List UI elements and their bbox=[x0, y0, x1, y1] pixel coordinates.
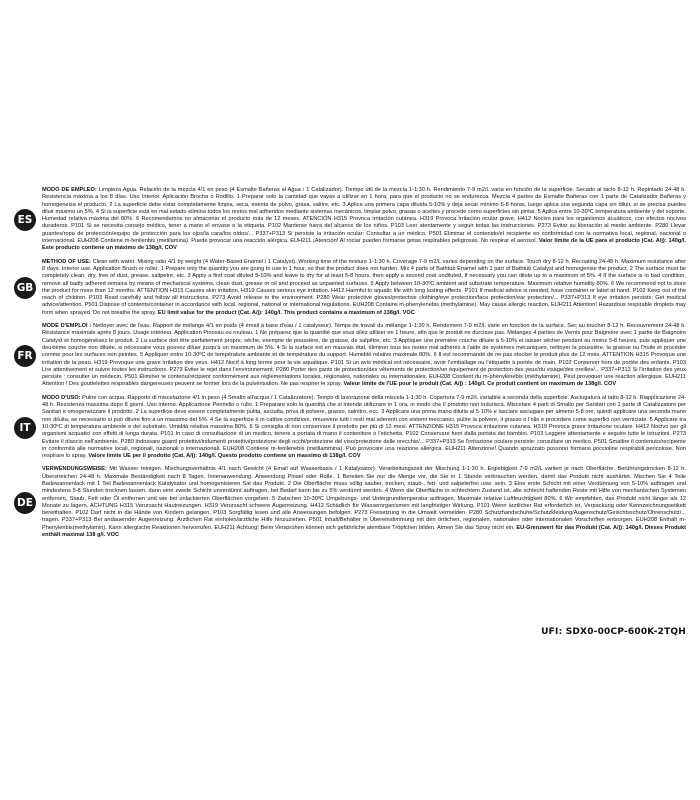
heading-es: MODO DE EMPLEO: bbox=[42, 187, 97, 193]
language-badge-es: ES bbox=[14, 209, 36, 231]
heading-fr: MODE D'EMPLOI : bbox=[42, 323, 92, 330]
section-de bbox=[14, 466, 686, 539]
section-gb bbox=[14, 259, 686, 317]
language-badge-fr: FR bbox=[14, 345, 36, 367]
body-de: Mit Wasser reinigen. Mischungsverhältnis 4/1 nach Gewicht (4 Email auf Wasserbasis / 1 Katalysator). Verarbeitungszeit der Mischung 1-1:30 h. Ergiebigkeit 7-9 m2/L variiert je nach Oberfläche. Berührungstrocken 8-12 h. Überstreichen 24-48 h. Maximale Beständigkeit nach 8 Tagen. Innenanwendung. Anwendung Pinsel oder Rolle. 1 Bereiten Sie nur die Menge vor, die Sie in 1 Stunde verbrauchen werden, damit das Produkt nicht aushärtet. Mischen Sie 4 Teile Badewannenlack mit 1 Teil Badewannenlack Katalysator und homogenisieren Sie das Produkt. 2 Die Oberfläche muss völlig sauber, trocken, staub-, fett- und salpeterfrei usw. sein. 3 Eine erste Schicht mit einer Verdünnung von 5-10% auftragen und mindestens 5-8 Stunden trocknen lassen, dann eine zweite Schicht unverdünnt auftragen, bei Bedarf kann bis zu 5% verdünnt werden. 4 Wenn die Oberfläche in schlechtem Zustand ist, alle schlecht haftenden Reste mit Hilfe von mechanischen Systemen entfernen, Staub, Fett oder Öl entfernen und wie bei unlackierten Oberflächen vorgehen. 5 Zwischen 10-30ºC Umgebungs- und Untergrundtemperatur auftragen. Maximale relative Luftfeuchtigkeit 80%. 6 Wir empfehlen, das Produkt nicht länger als 12 Monate zu lagern. ACHTUNG H315 Verursacht Hautreizungen. H319 Verursacht schwere Augenreizung. H412 Schädlich für Wasserorganismen mit langfristiger Wirkung. P101 Wenn ärztlicher Rat erforderlich ist, Verpackung oder Kennzeichnungsetikett bereithalten. P102 Darf nicht in die Hände von Kindern gelangen. P103 Sorgfältig lesen und alle Anweisungen befolgen. P273 Freisetzung in die Umwelt vermeiden. P280 Schutzhandschuhe/Schutzkleidung/Augenschutz/Gesichtsschutz/Ohrenschutz/... tragen. P337+P313 Bei andauernder Augenreizung: Ärztlichen Rat einholen/ärztliche Hilfe hinzuziehen. P501 Inhalt/Behälter in Übereinstimmung mit den örtlichen, regionalen, nationalen oder internationalen Vorschriften entsorgen. EUH208 Enthält m-Phenylenbis(methylamin). Kann allergische Reaktionen hervorrufen. EUH211 Achtung! Beim Versprühen können sich gefährliche atembare Tröpfchen bilden. Atmen Sie das Spray nicht ein. bbox=[42, 466, 687, 531]
heading-gb: METHOD OF USE: bbox=[42, 258, 91, 265]
heading-de: VERWENDUNGSWEISE: bbox=[42, 466, 107, 473]
language-badge-it: IT bbox=[14, 417, 36, 439]
instructions-de bbox=[42, 466, 686, 539]
body-fr: Nettoyer avec de l'eau. Rapport de mélange 4/1 en poids (4 émail à base d'eau / 1 catalyseur). Temps de travail du mélange 1-1:30 h. Rendement 7-9 m2/L varie en fonction de la surface. Sec au toucher 8-12 h. Recouvrement 24-48 h. Résistance maximale après 8 jours. Usage intérieur. Application Pinceau ou rouleau. 1 Ne préparez que la quantité que vous allez utiliser en 1 heure, afin que le produit ne durcisse pas. Mélangez 4 parties de Vernis pour Baignoire avec 1 partie de Baignoire Catalyst et homogénéisez le produit. 2 La surface doit être parfaitement propre, sèche, exempte de poussière, de graisse, de salpêtre, etc. 3 Appliquer une première couche diluée à 5-10% et laisser sécher pendant au moins 5-8 heures, puis appliquer une deuxième couche non diluée, si nécessaire vous pouvez diluer jusqu'à un maximum de 5%. 4 Si la surface est en mauvais état, éliminer tous les restes mal adhérés à l'aide de systèmes mécaniques, nettoyer la poussière, la graisse ou l'huile et procéder comme pour les surfaces non peintes. 5 Appliquer entre 10-30ºC de température ambiante et de température du support. Humidité relative maximale 80%. 6 Il est recommandé de ne pas stocker le produit plus de 12 mois. ATTENTION H315 Provoque une irritation de la peau. H319 Provoque une grave irritation des yeux. H412 Nocif à long terme pour la vie aquatique. P101 Si un avis médical est nécessaire, avoir l'emballage ou l'étiquette à portée de main. P102 Conserver hors de portée des enfants. P103 Lire attentivement et suivre toutes les instructions. P273 Éviter le rejet dans l'environnement. P280 Porter des gants de protection/des vêtements de protection/un équipement de protection des yeux/du visage/des oreilles/... P337+P313 Si l'irritation des yeux persiste : consulter un médecin. P501 Éliminer le contenu/récipient conformément aux réglementations locales, régionales, nationales ou internationales. EUH208 Contient du m-phénylènebis (méthylamine). Peut provoquer une réaction allergique. EUH211 Attention ! Des gouttelettes respirables dangereuses peuvent se former lors de la pulvérisation. Ne pas respirer le spray. bbox=[42, 323, 686, 388]
label-text-area bbox=[14, 187, 686, 545]
voc-limit-fr: Valeur limite de l'UE pour le produit (Cat. A/j) : 140g/l. Ce produit contient un maximum de 138g/l. COV bbox=[343, 381, 617, 388]
instructions-es bbox=[42, 187, 686, 253]
body-gb: Clean with water. Mixing ratio 4/1 by weight (4 Water-Based Enamel / 1 Catalyst). Working time of the mixture 1-1:30 h. Coverage 7-9 m2/L varies depending on the surface. Touch dry 8-12 h. Recoating 24-48 h. Maximum resistance after 8 days. Interior use. Application Brush or roller. 1 Prepare only the quantity you are going to use in 1 hour, so that the product does not harden. Mix 4 parts of Bathtub Enamel with 1 part of Bathtub Catalyst and homogenise the product. 2 The surface must be completely clean, dry, free of dust, grease, saltpetre, etc. 3 Apply a first coat diluted 5-10% and leave to dry for at least 5-8 hours, then apply a second coat undiluted, if necessary you can dilute up to a maximum of 5%. 4 If the surface is in bad condition, remove all badly adhered remains by means of mechanical systems, clean dust, grease or oil and proceed as unpainted surfaces. 5 Apply between 10-30ºC ambient and substrate temperature. Maximum relative humidity 80%. 6 We recommend not to store the product for more than 12 months. ATTENTION H315 Causes skin irritation. H319 Causes serious eye irritation. H412 Harmful to aquatic life with long lasting effects. P101 If medical advice is needed, have container or label at hand. P102 Keep out of the reach of children. P103 Read carefully and follow all instructions. P273 Avoid release to the environment. P280 Wear protective gloves/protective clothing/eye protection/face protection/ear protection/... P337+P313 If eye irritation persists: Get medical advice/attention. P501 Dispose of contents/container in accordance with local, regional, national or international regulations. EUH208 Contains m-phenylenebis (methylamine). May cause allergic reaction. EUH211 Attention! Hazardous respirable droplets may form when sprayed. Do not breathe the spray. bbox=[42, 258, 686, 316]
section-it bbox=[14, 395, 686, 461]
language-badge-gb: GB bbox=[14, 277, 36, 299]
voc-limit-it: Valore limite UE per il prodotto (Cat. A/j): 140g/l. Questo prodotto contiene un massimo di 138g/l. COV bbox=[88, 453, 361, 460]
instructions-it bbox=[42, 395, 686, 461]
section-es bbox=[14, 187, 686, 253]
instructions-fr bbox=[42, 323, 686, 389]
language-badge-de: DE bbox=[14, 492, 36, 514]
instructions-gb bbox=[42, 259, 686, 317]
body-it: Pulire con acqua. Rapporto di miscelazione 4/1 in peso (4 Smalto all'acqua / 1 Catalizzatore). Tempo di lavorazione della miscela 1-1:30 h. Copertura 7-9 m2/L variabile a seconda della superficie. Asciugatura al tatto 8-12 h. Riapplicazione 24-48 h. Resistenza massima dopo 8 giorni. Uso interno. Applicazione Pennello o rullo. 1 Preparare solo la quantità che si intende utilizzare in 1 ora, in modo che il prodotto non indurisca. Miscelare 4 parti di Smalto per Sanitari con 1 parte di Catalizzatore per Sanitari e omogeneizzare il prodotto. 2 La superficie deve essere completamente pulita, asciutta, priva di polvere, grasso, salnitro, ecc. 3 Applicare una prima mano diluita al 5-10% e lasciare asciugare per almeno 5-8 ore, quindi applicare una seconda mano non diluita, se necessario si può diluire fino a un massimo del 5%. 4 Se la superficie è in cattive condizioni, rimuovere tutti i resti mal aderenti con sistemi meccanici, pulire la polvere, il grasso o l'olio e procedere come superfici non verniciate. 5 Applicare tra 10-30ºC di temperatura ambiente e del substrato. Umidità relativa massima 80%. 6 Si consiglia di non conservare il prodotto per più di 12 mesi. ATTENZIONE H315 Provoca irritazione cutanea. H319 Provoca grave irritazione oculare. H412 Nocivo per gli organismi acquatici con effetti di lunga durata. P101 In caso di consultazione di un medico, tenere a portata di mano il contenitore o l'etichetta. P102 Conservare fuori dalla portata dei bambini. P103 Leggere attentamente e seguire tutte le istruzioni. P273 Evitare il rilascio nell'ambiente. P280 Indossare guanti protettivi/indumenti protettivi/protezione degli occhi/protezione del viso/protezione delle orecchie/... P337+P313 Se l'irritazione oculare persiste: consultare un medico. P501 Smaltire il contenuto/recipiente in conformità alle normative locali, regionali, nazionali o internazionali. EUH208 Contiene m-fenilenebis (metilammina). Può provocare una reazione allergica. EUH211 Attenzione! Quando spruzzato possono formarsi goccioline respirabili pericolose. Non respirare lo spray. bbox=[42, 394, 686, 460]
ufi-code: UFI: SDX0-00CP-600K-2TQH bbox=[541, 627, 686, 637]
body-es: Limpieza Agua. Relación de la mezcla 4/1 en peso (4 Esmalte Bañeras al Agua / 1 Catalizador). Tiempo útil de la mezcla 1-1:30 h. Rendimiento 7-9 m2/L varía en función de la superficie. Secado al tacto 8-12 h. Repintado 24-48 h. Resistencia máxima a los 8 días. Uso Interior. Aplicación Brocha o Rodillo. 1 Preparar solo la cantidad que vayas a utilizar en 1 hora, para que el producto no se endurezca. Mezcla 4 partes de Esmalte Bañeras con 1 parte de Catalizador Bañeras y homogeneiza el producto. 2 La superficie debe estar completamente limpia, seca, exenta de polvo, grasa, salitre, etc. 3 Aplica una primera capa diluida 5-10% y deja secar mínimo 5-8 horas, luego aplica una segunda capa sin diluir, si se precisa puedes diluir máximo un 5%. 4 Si la superficie está en mal estado elimina todos los restos mal adheridos mediante sistemas mecánicos, limpiar polvo, grasas o aceites y procede como superficies sin pintar. 5 Aplica entre 10-30ºC temperatura ambiente y del soporte. Humedad relativa máxima del 80%. 6 Recomendamos no almacenar el producto más de 12 meses. ATENCIÓN H315 Provoca irritación cutánea. H319 Provoca irritación ocular grave. H412 Nocivo para los organismos acuáticos, con efectos nocivos duraderos. P101 Si se necesita consejo médico, tener a mano el envase o la etiqueta. P102 Mantener fuera del alcance de los niños. P103 Leer atentamente y seguir todas las instrucciones. P273 Evitar su liberación al medio ambiente. P280 Llevar guantes/ropa de protección/equipo de protección para los ojos/la cara/los oídos/... P337+P313 Si persiste la irritación ocular: Consultar a un médico. P501 Eliminar el contenido/el recipiente en conformidad con la normativa local, regional, nacional o internacional. EUH208 Contiene m-fenilenbis (metilamina). Puede provocar una reacción alérgica. EUH211 ¡Atención! Al rociar pueden formarse gotas respirables peligrosas. No respirar el aerosol. bbox=[42, 187, 686, 245]
voc-limit-de: EU-Grenzwert für das Produkt (Cat. A/j): 140g/l. Dieses Produkt enthält maximal 138 g/l. VOC bbox=[42, 524, 686, 539]
heading-it: MODO D'USO: bbox=[42, 394, 81, 401]
voc-limit-es: Valor límite de la UE para el producto (Cat. A/j): 140g/l. Este producto contiene un máximo de 138g/l. COV bbox=[42, 238, 687, 252]
voc-limit-gb: EU limit value for the product (Cat. A/j): 140g/l. This product contains a maximum of 138g/l. VOC bbox=[157, 309, 415, 316]
section-fr bbox=[14, 323, 686, 389]
